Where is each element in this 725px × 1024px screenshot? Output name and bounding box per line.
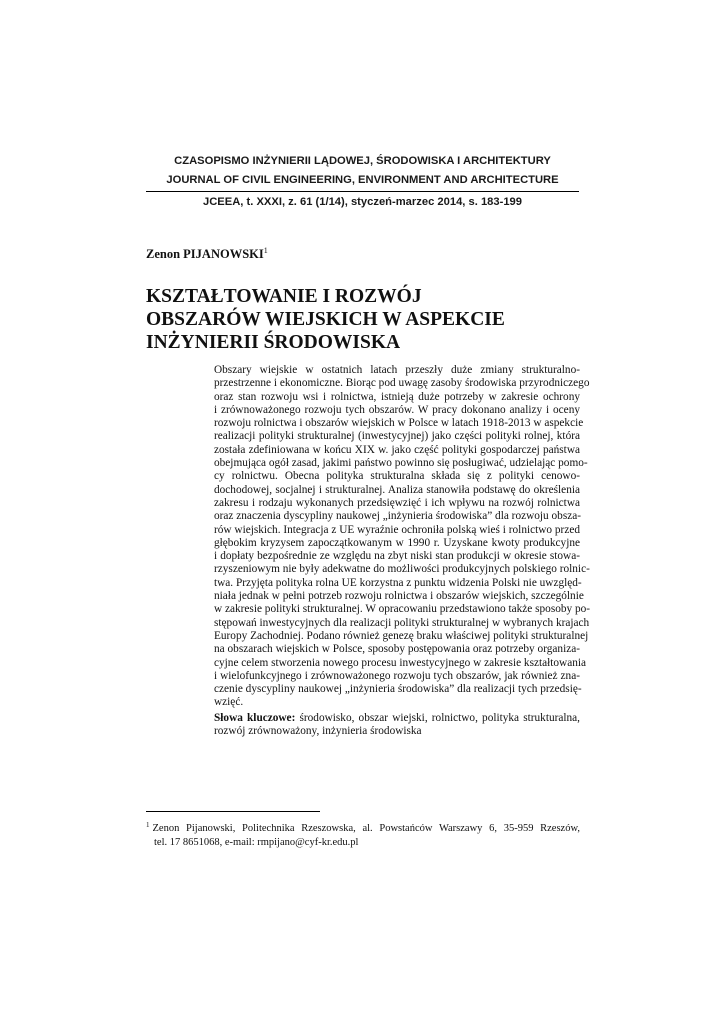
title-line: INŻYNIERII ŚRODOWISKA	[146, 332, 401, 353]
abstract-line: oraz stan rozwoju wsi i rolnictwa, istnieją duże potrzeby w zakresie ochrony	[214, 390, 580, 403]
header-divider	[146, 191, 579, 192]
abstract-line: czenie dyscypliny naukowej „inżynieria środowiska” dla realizacji tych przedsię-	[214, 683, 582, 696]
abstract-line: zakresu i rodzaju wykonanych przedsięwzięć i ich wpływu na rozwój rolnictwa	[214, 496, 580, 509]
footnote-mark: 1	[146, 821, 150, 829]
abstract-line: rów wiejskich. Integracja z UE wyraźnie ochroniła polską wieś i rolnictwo przed	[214, 523, 580, 536]
abstract-line: dochodowej, socjalnej i strukturalnej. Analiza stanowiła podstawę do określenia	[214, 483, 580, 496]
abstract-line: cyjne celem stworzenia nowego procesu inwestycyjnego w zakresie kształtowania	[214, 656, 587, 669]
journal-header	[146, 152, 579, 212]
abstract-line: i wielofunkcyjnego i zrównoważonego rozwoju tych obszarów, jak również zna-	[214, 669, 580, 682]
title-line: KSZTAŁTOWANIE I ROZWÓJ	[146, 286, 422, 307]
keywords-text: środowisko, obszar wiejski, rolnictwo, polityka strukturalna,	[299, 712, 581, 724]
abstract-line: Europy Zachodniej. Podano również genezę braku właściwej polityki strukturalnej	[214, 629, 589, 642]
abstract-line: i dopłaty bezpośrednie ze względu na zbyt niski stan produkcji w okresie stowa-	[214, 550, 580, 563]
journal-citation: JCEEA, t. XXXI, z. 61 (1/14), styczeń-marzec 2014, s. 183-199	[202, 196, 522, 208]
abstract-line: na obszarach wiejskich w Polsce, sposoby postępowania oraz potrzeby organiza-	[214, 643, 580, 656]
journal-name-polish: CZASOPISMO INŻYNIERII LĄDOWEJ, ŚRODOWISKA I ARCHITEKTURY	[174, 155, 551, 167]
abstract-line: została zdefiniowana w końcu XIX w. jako część polityki gospodarczej państwa	[214, 443, 580, 456]
journal-name-english: JOURNAL OF CIVIL ENGINEERING, ENVIRONMENT AND ARCHITECTURE	[166, 174, 559, 186]
abstract-line: stępowań inwestycyjnych dla realizacji polityki strukturalnej w wybranych krajach	[214, 616, 590, 629]
footnote-divider	[146, 811, 320, 812]
keywords	[214, 712, 580, 739]
abstract-line: przestrzenne i ekonomiczne. Biorąc pod uwagę zasoby środowiska przyrodniczego	[214, 377, 590, 390]
article-title	[146, 285, 586, 354]
abstract-line: realizacji polityki strukturalnej (inwestycyjnej) jako części polityki rolnej, która	[214, 430, 580, 443]
abstract-line: cy rolnictwu. Obecna polityka strukturalna składa się z polityki cenowo-	[214, 470, 580, 483]
keywords-text: rozwój zrównoważony, inżynieria środowiska	[214, 725, 422, 738]
title-line: OBSZARÓW WIEJSKICH W ASPEKCIE	[146, 309, 505, 330]
author-footnote-mark: 1	[263, 246, 268, 255]
footnote-affiliation: Zenon Pijanowski, Politechnika Rzeszowska, al. Powstańców Warszawy 6, 35-959 Rzeszów,	[152, 823, 580, 834]
abstract-line: rozwoju rolnictwa i obszarów wiejskich w Polsce w latach 1918-2013 w aspekcie	[214, 417, 584, 430]
abstract-line: rzyszeniowym nie były adekwatne do możliwości produkcyjnych polskiego rolnic-	[214, 563, 590, 576]
abstract-line: w zakresie polityki strukturalnej. W opracowaniu przedstawiono także sposoby po-	[214, 603, 591, 616]
footnote-contact: tel. 17 8651068, e-mail: rmpijano@cyf-kr.edu.pl	[154, 837, 359, 848]
abstract-line: oraz znaczenia dyscypliny naukowej „inżynieria środowiska” dla rozwoju obsza-	[214, 510, 582, 523]
abstract	[214, 364, 591, 710]
abstract-line: wzięć.	[214, 696, 244, 709]
abstract-line: niała jednak w pełni potrzeb rozwoju rolnictwa i obszarów wiejskich, szczególnie	[214, 590, 584, 603]
abstract-line: twa. Przyjęta polityka rolna UE korzystna z punktu widzenia Polski nie uwzględ-	[214, 576, 582, 589]
abstract-line: Obszary wiejskie w ostatnich latach przeszły duże zmiany strukturalno-	[214, 364, 580, 376]
keywords-label: Słowa kluczowe:	[214, 712, 296, 724]
abstract-line: obejmująca ogół zasad, jakimi państwo powinno się posługiwać, udzielając pomo-	[214, 457, 588, 470]
author-name: Zenon PIJANOWSKI	[146, 247, 264, 261]
footnote	[146, 818, 580, 850]
abstract-line: głębokim kryzysem zapoczątkowanym w 1990 r. Uzyskane kwoty produkcyjne	[214, 536, 580, 549]
author-line	[146, 246, 268, 262]
abstract-line: i zrównoważonego rozwoju tych obszarów. W pracy dokonano analizy i oceny	[214, 403, 580, 416]
